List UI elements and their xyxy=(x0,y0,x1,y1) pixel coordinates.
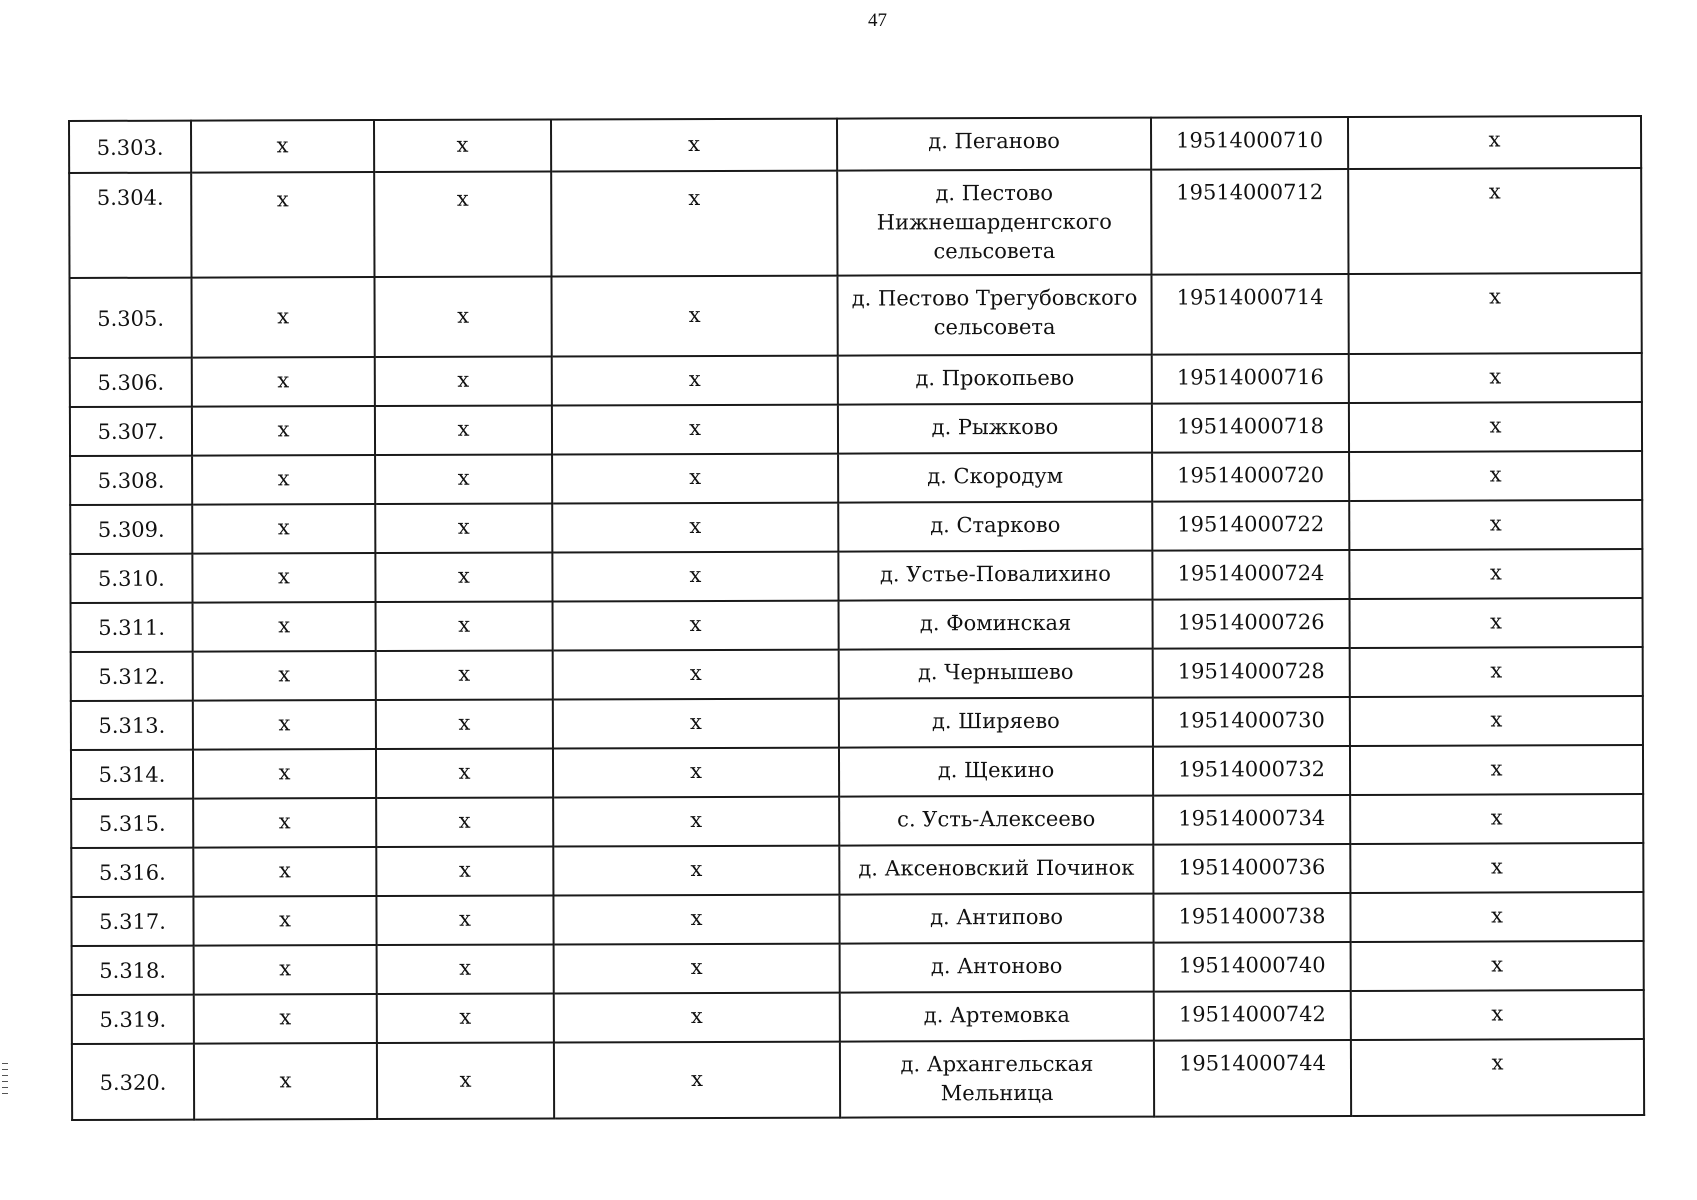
scan-edge-mark xyxy=(2,1069,8,1070)
empty-mark: x xyxy=(551,171,837,277)
empty-mark: x xyxy=(1348,273,1641,354)
oktmo-code: 19514000726 xyxy=(1153,599,1350,649)
empty-mark: x xyxy=(1348,116,1641,169)
empty-mark: x xyxy=(192,553,375,603)
table-body xyxy=(69,116,1644,1120)
empty-mark: x xyxy=(376,797,553,847)
scan-edge-mark xyxy=(2,1075,8,1076)
table-row xyxy=(72,990,1644,1044)
row-number: 5.306. xyxy=(70,358,192,407)
oktmo-code: 19514000730 xyxy=(1153,697,1350,747)
empty-mark: x xyxy=(553,895,839,945)
settlement-name: д. Щекино xyxy=(839,747,1153,797)
empty-mark: x xyxy=(374,171,551,277)
row-number: 5.305. xyxy=(69,278,191,358)
empty-mark: x xyxy=(553,797,839,847)
table-row xyxy=(69,168,1641,278)
empty-mark: x xyxy=(553,601,839,651)
table-row xyxy=(70,549,1642,603)
empty-mark: x xyxy=(193,700,376,750)
empty-mark: x xyxy=(376,699,553,749)
table-row xyxy=(72,941,1644,995)
empty-mark: x xyxy=(376,748,553,798)
oktmo-code: 19514000714 xyxy=(1151,274,1348,355)
table-row xyxy=(71,598,1643,652)
row-number: 5.304. xyxy=(69,173,191,278)
table-row xyxy=(71,745,1643,799)
row-number: 5.313. xyxy=(71,701,193,750)
oktmo-code: 19514000742 xyxy=(1154,991,1351,1041)
empty-mark: x xyxy=(1349,402,1642,452)
settlement-name: д. Прокопьево xyxy=(838,355,1152,405)
empty-mark: x xyxy=(375,454,552,504)
settlement-name: д. Скородум xyxy=(838,453,1152,503)
row-number: 5.315. xyxy=(71,799,193,848)
row-number: 5.307. xyxy=(70,407,192,456)
oktmo-code: 19514000744 xyxy=(1154,1040,1351,1117)
empty-mark: x xyxy=(375,405,552,455)
oktmo-code: 19514000724 xyxy=(1152,550,1349,600)
empty-mark: x xyxy=(193,602,376,652)
row-number: 5.318. xyxy=(72,946,194,995)
settlement-name: д. Антоново xyxy=(840,943,1154,993)
table-row xyxy=(70,451,1642,505)
page-number: 47 xyxy=(868,10,887,31)
empty-mark: x xyxy=(552,552,838,602)
empty-mark: x xyxy=(192,455,375,505)
table-row xyxy=(70,402,1642,456)
empty-mark: x xyxy=(554,944,840,994)
row-number: 5.317. xyxy=(71,897,193,946)
empty-mark: x xyxy=(192,406,375,456)
scan-edge-mark xyxy=(2,1087,8,1088)
row-number: 5.309. xyxy=(70,505,192,554)
empty-mark: x xyxy=(1349,353,1642,403)
table-row xyxy=(70,500,1642,554)
table-row xyxy=(71,843,1643,897)
row-number: 5.320. xyxy=(72,1044,194,1120)
empty-mark: x xyxy=(1350,745,1643,795)
oktmo-code: 19514000738 xyxy=(1153,893,1350,943)
scan-edge-mark xyxy=(2,1093,8,1094)
empty-mark: x xyxy=(192,504,375,554)
empty-mark: x xyxy=(376,895,553,945)
settlement-name: д. Аксеновский Починок xyxy=(839,845,1153,895)
empty-mark: x xyxy=(193,798,376,848)
table-row xyxy=(72,1039,1644,1120)
settlement-name: д. Артемовка xyxy=(840,992,1154,1042)
settlement-name: д. Антипово xyxy=(839,894,1153,944)
empty-mark: x xyxy=(375,552,552,602)
row-number: 5.319. xyxy=(72,995,194,1044)
row-number: 5.303. xyxy=(69,121,191,173)
oktmo-code: 19514000712 xyxy=(1151,169,1348,275)
empty-mark: x xyxy=(194,945,377,995)
empty-mark: x xyxy=(1349,451,1642,501)
empty-mark: x xyxy=(193,749,376,799)
empty-mark: x xyxy=(552,503,838,553)
empty-mark: x xyxy=(1350,794,1643,844)
empty-mark: x xyxy=(193,847,376,897)
empty-mark: x xyxy=(1350,892,1643,942)
oktmo-code: 19514000736 xyxy=(1153,844,1350,894)
table-row xyxy=(69,116,1641,173)
scan-edge-mark xyxy=(2,1063,8,1064)
empty-mark: x xyxy=(1350,843,1643,893)
empty-mark: x xyxy=(1351,990,1644,1040)
oktmo-code: 19514000732 xyxy=(1153,746,1350,796)
empty-mark: x xyxy=(376,601,553,651)
oktmo-code: 19514000740 xyxy=(1154,942,1351,992)
table-row xyxy=(71,647,1643,701)
empty-mark: x xyxy=(1350,696,1643,746)
empty-mark: x xyxy=(377,1042,554,1119)
oktmo-code: 19514000734 xyxy=(1153,795,1350,845)
empty-mark: x xyxy=(192,357,375,407)
empty-mark: x xyxy=(1349,549,1642,599)
settlement-name: д. Чернышево xyxy=(839,649,1153,699)
oktmo-code: 19514000718 xyxy=(1152,403,1349,453)
settlement-name: с. Усть-Алексеево xyxy=(839,796,1153,846)
settlement-name: д. Фоминская xyxy=(839,600,1153,650)
table-row xyxy=(71,696,1643,750)
empty-mark: x xyxy=(194,994,377,1044)
empty-mark: x xyxy=(554,993,840,1043)
empty-mark: x xyxy=(377,944,554,994)
table-row xyxy=(71,892,1643,946)
settlement-name: д. Пестово Нижнешарденгского сельсовета xyxy=(837,170,1151,276)
settlement-name: д. Архангельская Мельница xyxy=(840,1041,1154,1118)
empty-mark: x xyxy=(374,276,551,357)
empty-mark: x xyxy=(191,277,374,358)
empty-mark: x xyxy=(552,454,838,504)
settlements-table xyxy=(68,115,1645,1121)
empty-mark: x xyxy=(377,993,554,1043)
empty-mark: x xyxy=(1350,647,1643,697)
empty-mark: x xyxy=(374,119,551,172)
empty-mark: x xyxy=(193,651,376,701)
empty-mark: x xyxy=(1351,941,1644,991)
row-number: 5.311. xyxy=(71,603,193,652)
row-number: 5.316. xyxy=(71,848,193,897)
row-number: 5.310. xyxy=(70,554,192,603)
empty-mark: x xyxy=(551,119,837,172)
row-number: 5.308. xyxy=(70,456,192,505)
oktmo-code: 19514000710 xyxy=(1151,117,1348,170)
oktmo-code: 19514000716 xyxy=(1152,354,1349,404)
empty-mark: x xyxy=(552,405,838,455)
empty-mark: x xyxy=(1349,500,1642,550)
row-number: 5.312. xyxy=(71,652,193,701)
empty-mark: x xyxy=(554,1042,840,1119)
settlement-name: д. Ширяево xyxy=(839,698,1153,748)
empty-mark: x xyxy=(376,846,553,896)
empty-mark: x xyxy=(375,356,552,406)
empty-mark: x xyxy=(552,356,838,406)
empty-mark: x xyxy=(551,276,837,357)
table-row xyxy=(70,353,1642,407)
oktmo-code: 19514000722 xyxy=(1152,501,1349,551)
settlement-name: д. Устье-Повалихино xyxy=(838,551,1152,601)
settlement-name: д. Рыжково xyxy=(838,404,1152,454)
empty-mark: x xyxy=(191,120,374,173)
oktmo-code: 19514000720 xyxy=(1152,452,1349,502)
settlement-name: д. Пеганово xyxy=(837,118,1151,171)
table-row xyxy=(69,273,1641,358)
empty-mark: x xyxy=(376,650,553,700)
settlement-name: д. Старково xyxy=(838,502,1152,552)
empty-mark: x xyxy=(553,748,839,798)
row-number: 5.314. xyxy=(71,750,193,799)
settlement-name: д. Пестово Трегубовского сельсовета xyxy=(837,275,1151,356)
empty-mark: x xyxy=(191,172,374,278)
empty-mark: x xyxy=(553,846,839,896)
empty-mark: x xyxy=(1351,1039,1644,1116)
empty-mark: x xyxy=(375,503,552,553)
empty-mark: x xyxy=(193,896,376,946)
empty-mark: x xyxy=(1348,168,1641,274)
empty-mark: x xyxy=(553,699,839,749)
oktmo-code: 19514000728 xyxy=(1153,648,1350,698)
empty-mark: x xyxy=(1350,598,1643,648)
empty-mark: x xyxy=(194,1043,377,1120)
scan-edge-mark xyxy=(2,1081,8,1082)
empty-mark: x xyxy=(553,650,839,700)
table-row xyxy=(71,794,1643,848)
